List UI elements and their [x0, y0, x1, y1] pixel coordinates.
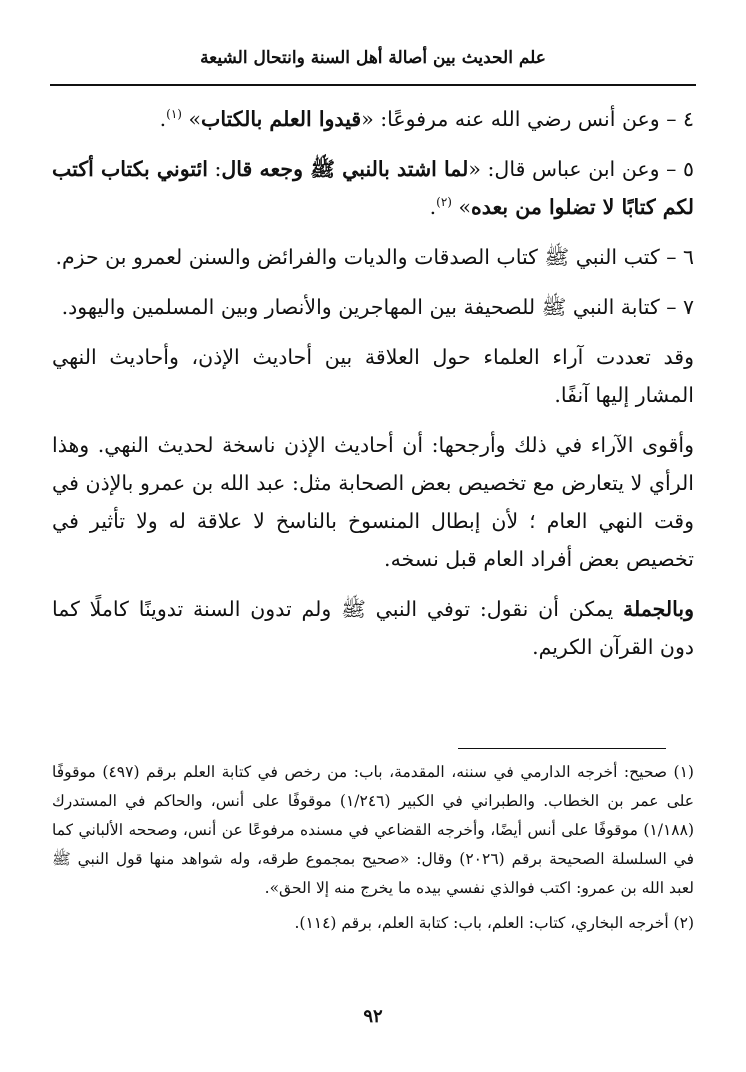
footnote-2: (٢) أخرجه البخاري، كتاب: العلم، باب: كتابة العلم، برقم (١١٤).: [294, 914, 694, 932]
item-5-hadith-part1: لما اشتد بالنبي ﷺ وجعه قال: [221, 157, 469, 181]
item-5-end: .: [429, 195, 437, 219]
item-5-text: ٥ – وعن ابن عباس قال: «: [468, 157, 694, 181]
item-5-colon: :: [207, 157, 222, 181]
item-4-end: .: [159, 107, 167, 131]
paragraph-scholars-views: وقد تعددت آراء العلماء حول العلاقة بين أحاديث الإذن، وأحاديث النهي المشار إليها آنفًا.: [52, 345, 694, 407]
paragraph-conclusion: [52, 590, 694, 666]
conclusion-lead: وبالجملة: [623, 597, 694, 621]
page-number: ٩٢: [363, 1006, 383, 1027]
header-divider: [50, 84, 696, 86]
paragraph-strongest-view: وأقوى الآراء في ذلك وأرجحها: أن أحاديث الإذن ناسخة لحديث النهي. وهذا الرأي لا يتعارض مع تخصيص بعض الصحابة مثل: عبد الله بن عمرو بالإذن في وقت النهي العام ؛ لأن إبطال المنسوخ بالناسخ لا علاقة له ولا تأثير في تخصيص بعض أفراد العام قبل نسخه.: [52, 433, 694, 571]
paragraph-item-7: ٧ – كتابة النبي ﷺ للصحيفة بين المهاجرين والأنصار وبين المسلمين واليهود.: [61, 295, 694, 319]
footnote-ref-1[interactable]: (١): [166, 107, 182, 122]
running-header: علم الحديث بين أصالة أهل السنة وانتحال الشيعة: [200, 48, 546, 68]
item-4-close: »: [181, 107, 202, 131]
footnote-divider: [458, 748, 666, 749]
paragraph-item-5: [52, 150, 694, 226]
footnotes: [52, 758, 694, 944]
footnote-ref-2[interactable]: (٢): [436, 195, 452, 210]
item-5-close: »: [451, 195, 472, 219]
item-4-hadith: قيدوا العلم بالكتاب: [201, 107, 362, 131]
footnote-1: (١) صحيح: أخرجه الدارمي في سننه، المقدمة، باب: من رخص في كتابة العلم برقم (٤٩٧) موقوفًا على عمر بن الخطاب. والطبراني في الكبير (١/٢٤٦) موقوفًا على أنس، والحاكم في المستدرك (١/١٨٨) موقوفًا على أنس أيضًا، وأخرجه القضاعي في مسنده مرفوعًا عن أنس، وصححه الألباني كما في السلسلة الصحيحة برقم (٢٠٢٦) وقال: «صحيح بمجموع طرقه، وله شواهد منها قول النبي ﷺ لعبد الله بن عمرو: اكتب فوالذي نفسي بيده ما يخرج منه إلا الحق».: [52, 763, 694, 897]
conclusion-text: يمكن أن نقول: توفي النبي ﷺ ولم تدون السنة تدوينًا كاملًا كما دون القرآن الكريم.: [52, 597, 694, 659]
item-4-text: ٤ – وعن أنس رضي الله عنه مرفوعًا: «: [361, 107, 694, 131]
item-5-hadith-part2: ائتوني بكتاب أكتب لكم كتابًا لا تضلوا من بعده: [52, 157, 694, 219]
main-text: [52, 100, 694, 678]
paragraph-item-6: ٦ – كتب النبي ﷺ كتاب الصدقات والديات والفرائض والسنن لعمرو بن حزم.: [55, 245, 694, 269]
paragraph-item-4: [52, 100, 694, 138]
